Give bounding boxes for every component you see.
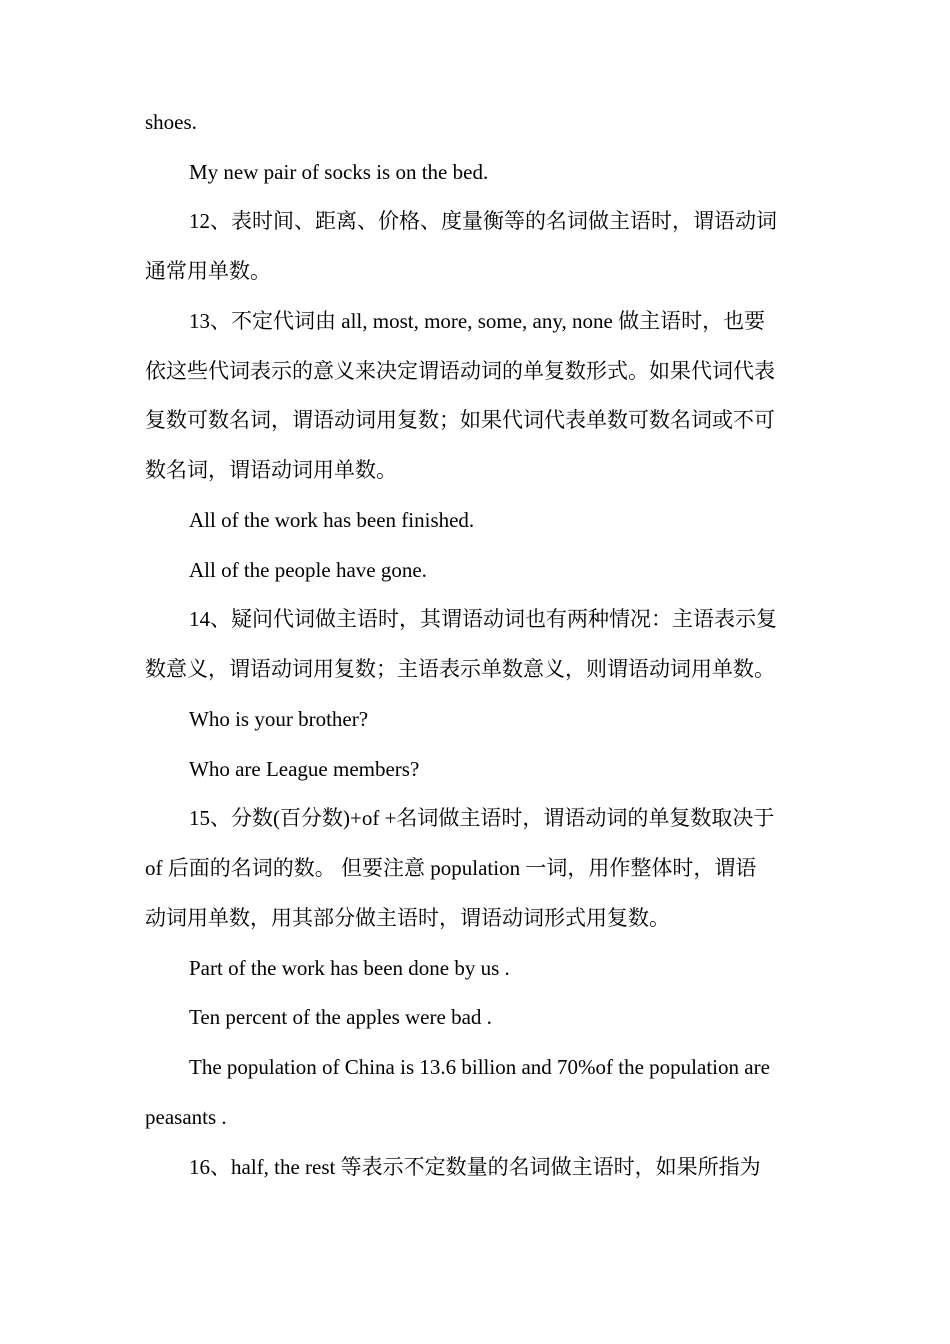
example-sentence: All of the work has been finished. [189, 508, 475, 532]
example-sentence: My new pair of socks is on the bed. [189, 160, 489, 184]
rule-12-heading: 12、表时间、距离、价格、度量衡等的名词做主语时，谓语动词 [189, 209, 777, 233]
rule-15-heading: 15、分数(百分数)+of +名词做主语时，谓语动词的单复数取决于 [189, 806, 775, 830]
example-sentence: Who is your brother? [189, 707, 369, 731]
example-sentence: All of the people have gone. [189, 558, 427, 582]
text-line: 通常用单数。 [145, 259, 271, 283]
text-line: peasants . [145, 1105, 227, 1129]
rule-13-heading: 13、不定代词由 all, most, more, some, any, none 做主语时，也要 [189, 309, 766, 333]
text-line: 数意义，谓语动词用复数；主语表示单数意义，则谓语动词用单数。 [145, 657, 775, 681]
example-sentence: The population of China is 13.6 billion and 70%of the population are [189, 1055, 770, 1079]
example-sentence: Who are League members? [189, 757, 420, 781]
rule-14-heading: 14、疑问代词做主语时，其谓语动词也有两种情况：主语表示复 [189, 607, 777, 631]
text-line: shoes. [145, 110, 197, 134]
example-sentence: Part of the work has been done by us . [189, 956, 510, 980]
text-line: 复数可数名词，谓语动词用复数；如果代词代表单数可数名词或不可 [145, 408, 775, 432]
rule-16-heading: 16、half, the rest 等表示不定数量的名词做主语时，如果所指为 [189, 1155, 761, 1179]
text-line: of 后面的名词的数。 但要注意 population 一词，用作整体时，谓语 [145, 856, 757, 880]
text-line: 数名词，谓语动词用单数。 [145, 458, 397, 482]
example-sentence: Ten percent of the apples were bad . [189, 1005, 492, 1029]
text-line: 动词用单数，用其部分做主语时，谓语动词形式用复数。 [145, 906, 670, 930]
text-line: 依这些代词表示的意义来决定谓语动词的单复数形式。如果代词代表 [145, 359, 775, 383]
